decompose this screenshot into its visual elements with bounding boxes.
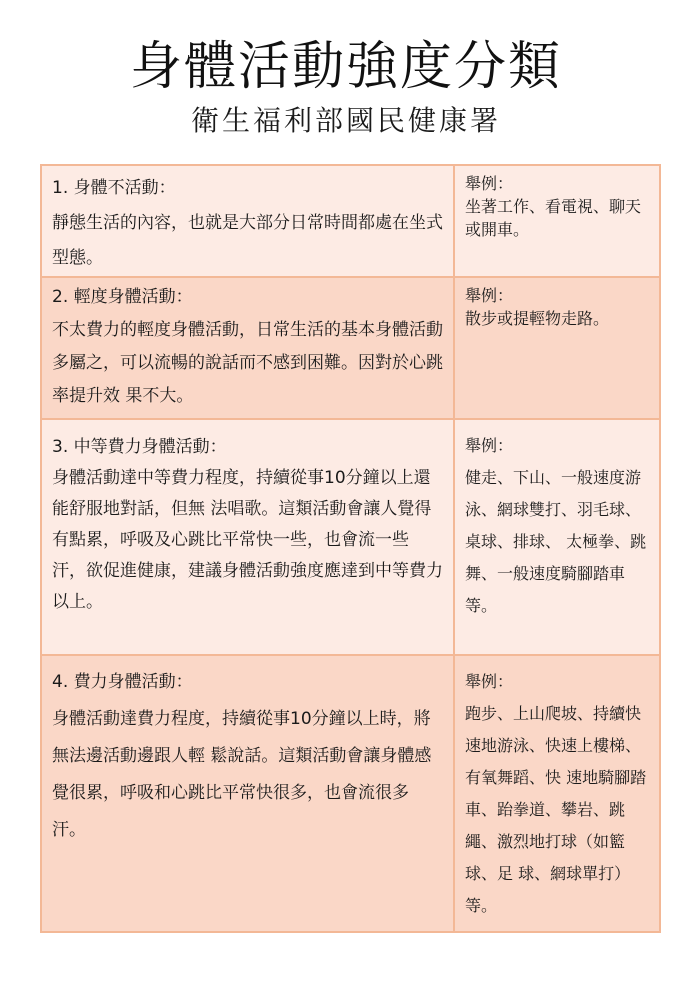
category-description: 靜態生活的內容，也就是大部分日常時間都處在坐式型態。 xyxy=(52,213,443,268)
example-label: 舉例： xyxy=(465,436,514,455)
example-cell xyxy=(454,165,660,277)
category-description: 身體活動達中等費力程度，持續從事10分鐘以上還能舒服地對話，但無 法唱歌。這類活動會讓人覺得有點累，呼吸及心跳比平常快一些，也會流一些 汗，欲促進健康，建議身體活動強度應達到中等費力以上。 xyxy=(52,468,443,612)
table-row xyxy=(41,419,660,655)
example-cell xyxy=(454,277,660,419)
table-row xyxy=(41,277,660,419)
category-heading: 2. 輕度身體活動： xyxy=(52,287,193,307)
example-text: 跑步、上山爬坡、持續快速地游泳、快速上樓梯、有氧舞蹈、快 速地騎腳踏車、跆拳道、攀岩、跳繩、激烈地打球（如籃球、足 球、網球單打）等。 xyxy=(465,704,647,915)
example-text: 散步或提輕物走路。 xyxy=(465,309,610,328)
example-label: 舉例： xyxy=(465,286,514,305)
intensity-table xyxy=(40,164,661,933)
example-cell xyxy=(454,655,660,932)
example-cell xyxy=(454,419,660,655)
table-row xyxy=(41,165,660,277)
example-label: 舉例： xyxy=(465,672,514,691)
table-row xyxy=(41,655,660,932)
category-heading: 4. 費力身體活動： xyxy=(52,672,193,692)
example-text: 坐著工作、看電視、聊天或開車。 xyxy=(465,197,642,239)
category-heading: 1. 身體不活動： xyxy=(52,178,176,198)
page-title: 身體活動強度分類 xyxy=(129,37,562,97)
category-description: 身體活動達費力程度，持續從事10分鐘以上時，將無法邊活動邊跟人輕 鬆說話。這類活動會讓身體感覺很累，呼吸和心跳比平常快很多，也會流很多 汗。 xyxy=(52,709,432,840)
description-cell xyxy=(41,419,454,655)
example-label: 舉例： xyxy=(465,174,514,193)
category-heading: 3. 中等費力身體活動： xyxy=(52,437,227,457)
description-cell xyxy=(41,277,454,419)
page-subtitle: 衛生福利部國民健康署 xyxy=(190,104,501,137)
description-cell xyxy=(41,655,454,932)
example-text: 健走、下山、一般速度游泳、網球雙打、羽毛球、桌球、排球、 太極拳、跳舞、一般速度騎腳踏車等。 xyxy=(465,468,647,615)
category-description: 不太費力的輕度身體活動，日常生活的基本身體活動多屬之，可以流暢的說話而不感到困難。因對於心跳率提升效 果不大。 xyxy=(52,320,443,406)
description-cell xyxy=(41,165,454,277)
